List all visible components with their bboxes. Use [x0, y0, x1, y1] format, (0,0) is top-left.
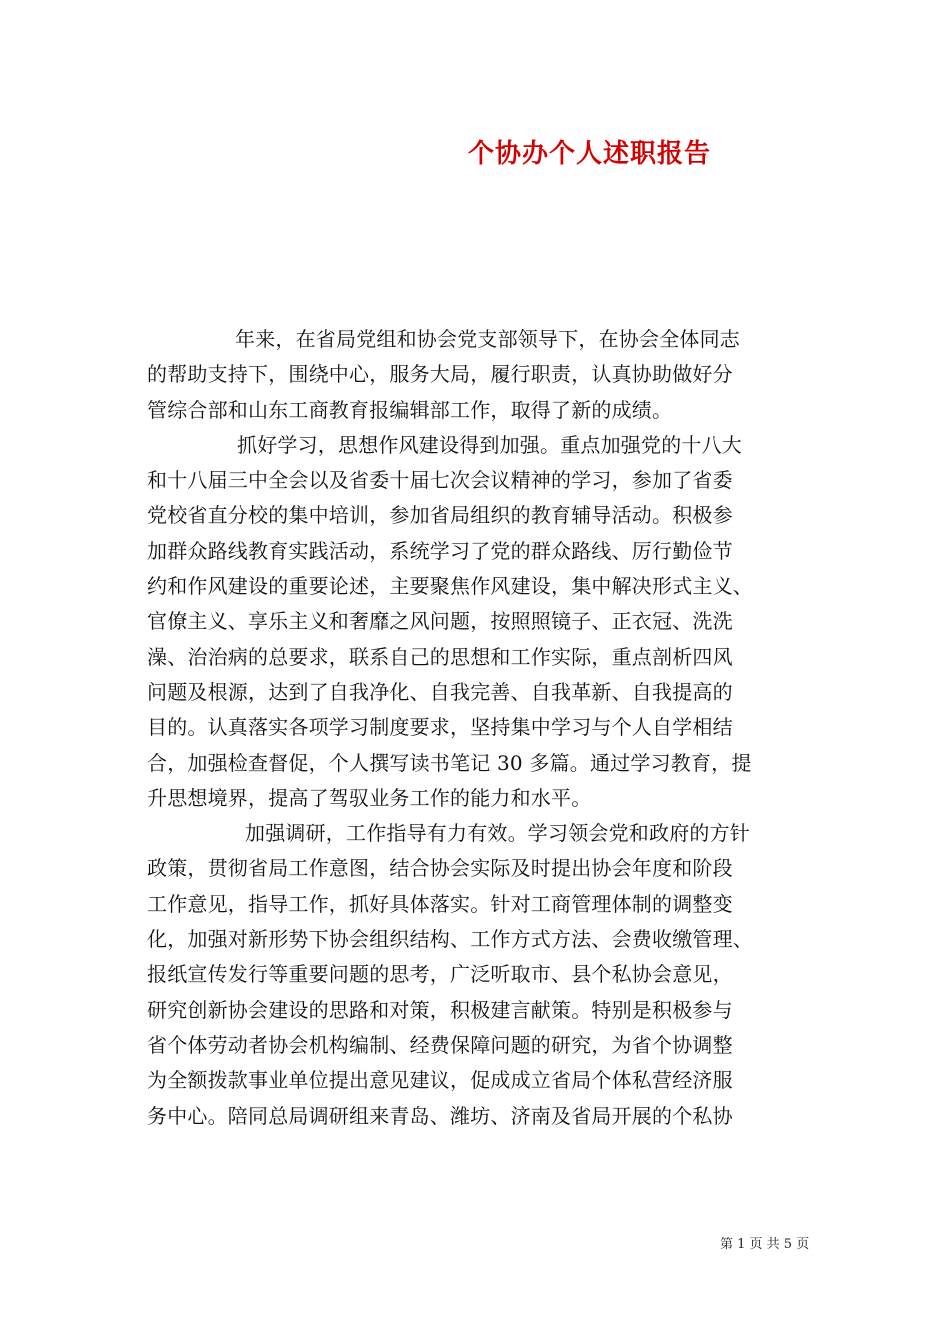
paragraph-2-line-8: 问题及根源，达到了自我净化、自我完善、自我革新、自我提高的 — [147, 679, 733, 704]
paragraph-3-line-5: 报纸宣传发行等重要问题的思考，广泛听取市、县个私协会意见， — [147, 962, 733, 987]
paragraph-1-line-1: 年来，在省局党组和协会党支部领导下，在协会全体同志 — [235, 327, 740, 351]
paragraph-2-line-4: 加群众路线教育实践活动，系统学习了党的群众路线、厉行勤俭节 — [147, 538, 733, 563]
paragraph-2-line-6: 官僚主义、享乐主义和奢靡之风问题，按照照镜子、正衣冠、洗洗 — [147, 609, 733, 634]
document-title: 个协办个人述职报告 — [468, 139, 712, 169]
paragraph-2-line-9: 目的。认真落实各项学习制度要求，坚持集中学习与个人自学相结 — [147, 715, 733, 740]
paragraph-3-line-2: 政策，贯彻省局工作意图，结合协会实际及时提出协会年度和阶段 — [147, 856, 733, 881]
paragraph-2-line-1: 抓好学习，思想作风建设得到加强。重点加强党的十八大 — [237, 432, 742, 457]
paragraph-2-line-3: 党校省直分校的集中培训，参加省局组织的教育辅导活动。积极参 — [147, 503, 733, 528]
paragraph-3-line-3: 工作意见，指导工作，抓好具体落实。针对工商管理体制的调整变 — [147, 891, 733, 916]
paragraph-1-line-2: 的帮助支持下，围绕中心，服务大局，履行职责，认真协助做好分 — [147, 362, 733, 387]
paragraph-2-line-11: 升思想境界，提高了驾驭业务工作的能力和水平。 — [147, 785, 592, 810]
paragraph-3-line-8: 为全额拨款事业单位提出意见建议，促成成立省局个体私营经济服 — [147, 1068, 733, 1093]
paragraph-3-line-1: 加强调研，工作指导有力有效。学习领会党和政府的方针 — [245, 821, 750, 846]
paragraph-3-line-4: 化，加强对新形势下协会组织结构、工作方式方法、会费收缴管理、 — [147, 927, 753, 952]
paragraph-3-line-6: 研究创新协会建设的思路和对策，积极建言献策。特别是积极参与 — [147, 997, 733, 1022]
page-number-footer: 第 1 页 共 5 页 — [720, 1237, 810, 1252]
paragraph-3-line-7: 省个体劳动者协会机构编制、经费保障问题的研究，为省个协调整 — [147, 1032, 733, 1057]
paragraph-2-line-7: 澡、治治病的总要求，联系自己的思想和工作实际，重点剖析四风 — [147, 644, 733, 669]
paragraph-2-line-10: 合，加强检查督促，个人撰写读书笔记 30 多篇。通过学习教育，提 — [147, 750, 752, 775]
paragraph-2-line-2: 和十八届三中全会以及省委十届七次会议精神的学习，参加了省委 — [147, 468, 733, 493]
paragraph-2-line-5: 约和作风建设的重要论述，主要聚焦作风建设，集中解决形式主义、 — [147, 574, 753, 599]
document-body — [147, 322, 817, 1134]
paragraph-3-line-9: 务中心。陪同总局调研组来青岛、潍坊、济南及省局开展的个私协 — [147, 1103, 733, 1128]
paragraph-1-line-3: 管综合部和山东工商教育报编辑部工作，取得了新的成绩。 — [147, 397, 673, 422]
